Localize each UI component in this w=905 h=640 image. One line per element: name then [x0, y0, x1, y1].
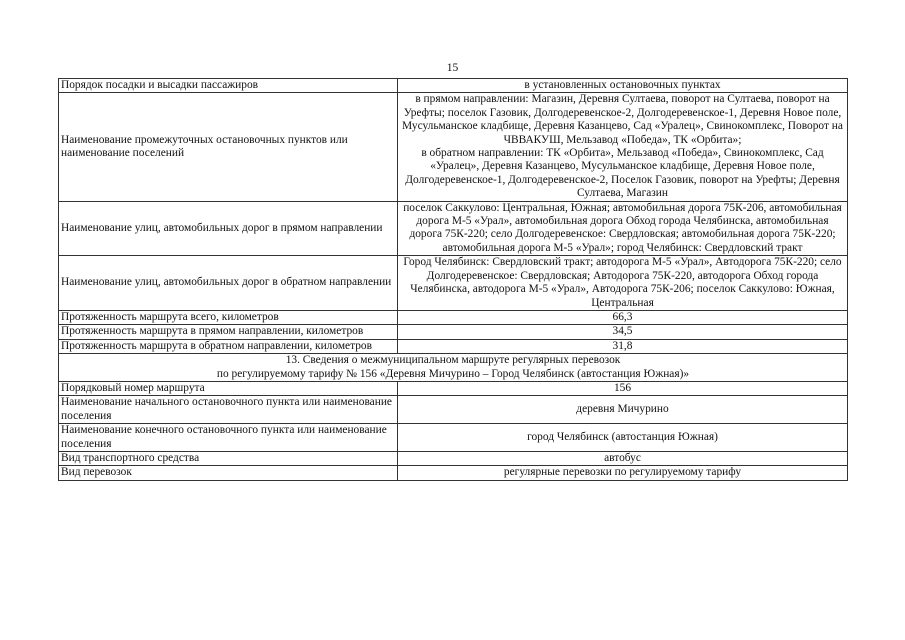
row-value [398, 93, 848, 147]
forward-stops: в прямом направлении: Магазин, Деревня Султаева, поворот на Султаева, поворот на Урефты; поселок Газовик, Долгодеревенское-2, Долгодеревенское-1, Деревня Новое поле, Мусульманское кладбище, Деревня Казанцево, Сад «Уралец», Свинокомплекс, Поворот на ЧВВАКУШ, Мельзавод «Победа», ТК «Орбита»; [402, 93, 843, 146]
row-label: Наименование улиц, автомобильных дорог в обратном направлении [59, 256, 398, 311]
section-heading [59, 354, 848, 382]
table-row [59, 339, 848, 353]
row-value: Город Челябинск: Свердловский тракт; автодорога М-5 «Урал», Автодорога 75К-220; село Долгодеревенское: Свердловская; Автодорога 75К-220, автодорога Обход города Челябинска, автодорога М-5 «Урал», Автодорога 75К-206; поселок Саккулово: Южная, Центральная [398, 256, 848, 311]
row-value: регулярные перевозки по регулируемому тарифу [398, 466, 848, 480]
row-label: Вид перевозок [59, 466, 398, 480]
row-label: Протяженность маршрута всего, километров [59, 310, 398, 324]
row-value: автобус [398, 451, 848, 465]
section-heading-line: 13. Сведения о межмуниципальном маршруте регулярных перевозок [285, 354, 621, 367]
row-value: поселок Саккулово: Центральная, Южная; автомобильная дорога 75К-206, автомобильная дорога М-5 «Урал», автомобильная дорога Обход города Челябинска, автомобильная дорога 75К-220; село Долгодеревенское: Свердловская; автомобильная дорога 75К-220; автомобильная дорога М-5 «Урал»; город Челябинск: Свердловский тракт [398, 201, 848, 256]
row-label: Порядковый номер маршрута [59, 381, 398, 395]
table-row [59, 466, 848, 480]
page-number: 15 [446, 62, 459, 74]
row-value: 66,3 [398, 310, 848, 324]
section-heading-line: по регулируемому тарифу № 156 «Деревня Мичурино – Город Челябинск (автостанция Южная)» [216, 367, 690, 380]
row-label: Вид транспортного средства [59, 451, 398, 465]
table-row [59, 451, 848, 465]
row-label: Наименование конечного остановочного пункта или наименование поселения [59, 424, 398, 452]
row-label: Протяженность маршрута в прямом направлении, километров [59, 325, 398, 339]
row-value: в установленных остановочных пунктах [398, 79, 848, 93]
row-value: 34,5 [398, 325, 848, 339]
table-row [59, 396, 848, 424]
table-row [59, 201, 848, 256]
row-value [398, 147, 848, 201]
row-value: город Челябинск (автостанция Южная) [398, 424, 848, 452]
row-value: деревня Мичурино [398, 396, 848, 424]
reverse-stops: в обратном направлении: ТК «Орбита», Мельзавод «Победа», Свинокомплекс, Сад «Уралец», Деревня Казанцево, Мусульманское кладбище, Деревня Новое поле, Долгодеревенское-1, Долгодеревенское-2, Поселок Газовик, поворот на Урефты; Деревня Султаева, Магазин [405, 147, 840, 200]
table-row [59, 325, 848, 339]
row-label: Наименование улиц, автомобильных дорог в прямом направлении [59, 201, 398, 256]
row-label: Наименование начального остановочного пункта или наименование поселения [59, 396, 398, 424]
section-heading-row [59, 354, 848, 382]
table-row [59, 310, 848, 324]
row-label: Порядок посадки и высадки пассажиров [59, 79, 398, 93]
table-row [59, 93, 848, 147]
row-value: 156 [398, 381, 848, 395]
row-value: 31,8 [398, 339, 848, 353]
route-info-table [58, 78, 848, 481]
table-row [59, 424, 848, 452]
table-row [59, 79, 848, 93]
row-label: Протяженность маршрута в обратном направлении, километров [59, 339, 398, 353]
table-row [59, 381, 848, 395]
table-row [59, 256, 848, 311]
row-label: Наименование промежуточных остановочных пунктов или наименование поселений [59, 93, 398, 201]
